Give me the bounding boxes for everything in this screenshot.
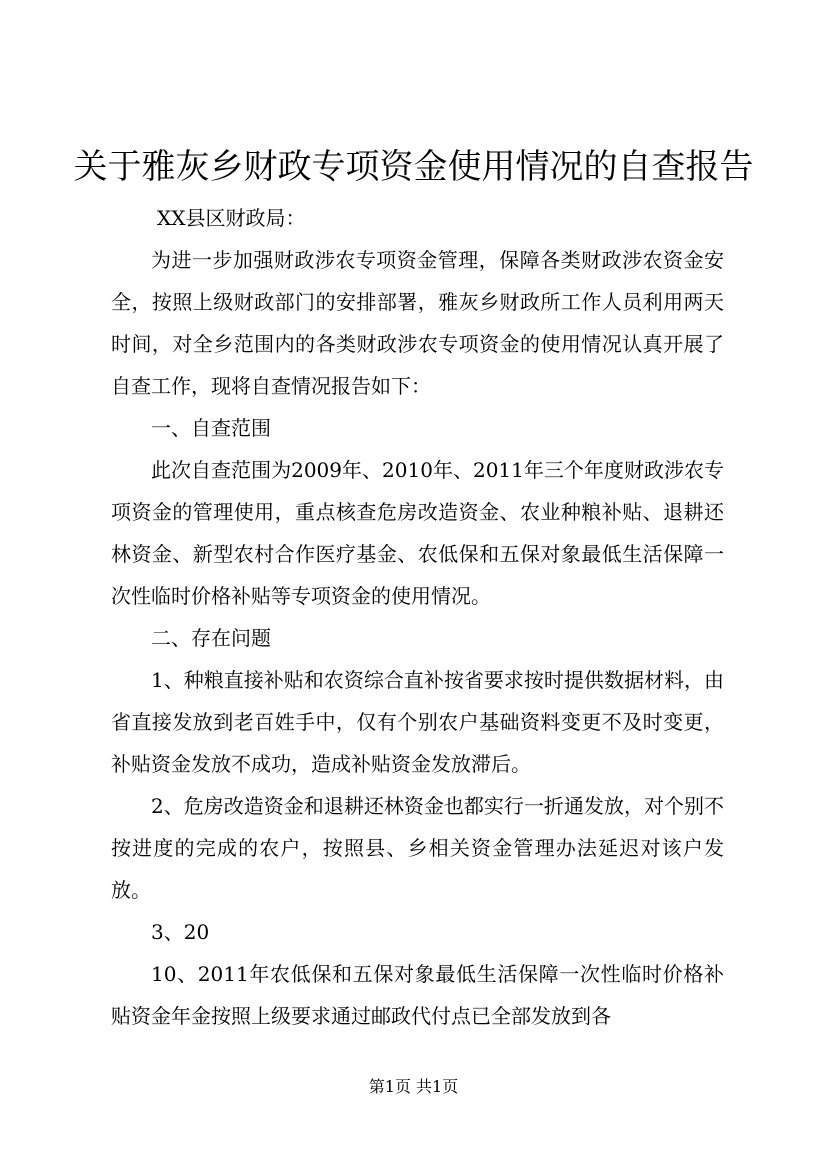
page-number: 第1页 共1页 bbox=[368, 1077, 459, 1096]
paragraph-problem-1: 1、种粮直接补贴和农资综合直补按省要求按时提供数据材料，由省直接发放到老百姓手中，仅有个别农户基础资料变更不及时变更，补贴资金发放不成功，造成补贴资金发放滞后。 bbox=[111, 668, 724, 776]
paragraph-intro: 为进一步加强财政涉农专项资金管理，保障各类财政涉农资金安全，按照上级财政部门的安排部署，雅灰乡财政所工作人员利用两天时间，对全乡范围内的各类财政涉农专项资金的使用情况认真开展了自查工作，现将自查情况报告如下： bbox=[111, 248, 724, 398]
section-heading-scope: 一、自查范围 bbox=[151, 416, 271, 440]
section-heading-problems: 二、存在问题 bbox=[151, 626, 271, 650]
paragraph-scope: 此次自查范围为2009年、2010年、2011年三个年度财政涉农专项资金的管理使用，重点核查危房改造资金、农业种粮补贴、退耕还林资金、新型农村合作医疗基金、农低保和五保对象最低生活保障一次性临时价格补贴等专项资金的使用情况。 bbox=[111, 458, 724, 608]
paragraph-problem-2: 2、危房改造资金和退耕还林资金也都实行一折通发放，对个别不按进度的完成的农户，按照县、乡相关资金管理办法延迟对该户发放。 bbox=[111, 794, 724, 902]
salutation: XX县区财政局： bbox=[157, 206, 306, 230]
paragraph-problem-3: 3、20 bbox=[151, 920, 210, 944]
paragraph-problem-3-continued: 10、2011年农低保和五保对象最低生活保障一次性临时价格补贴资金年金按照上级要求通过邮政代付点已全部发放到各 bbox=[111, 962, 724, 1028]
document-title: 关于雅灰乡财政专项资金使用情况的自查报告 bbox=[73, 147, 754, 187]
document-body bbox=[111, 197, 724, 1037]
